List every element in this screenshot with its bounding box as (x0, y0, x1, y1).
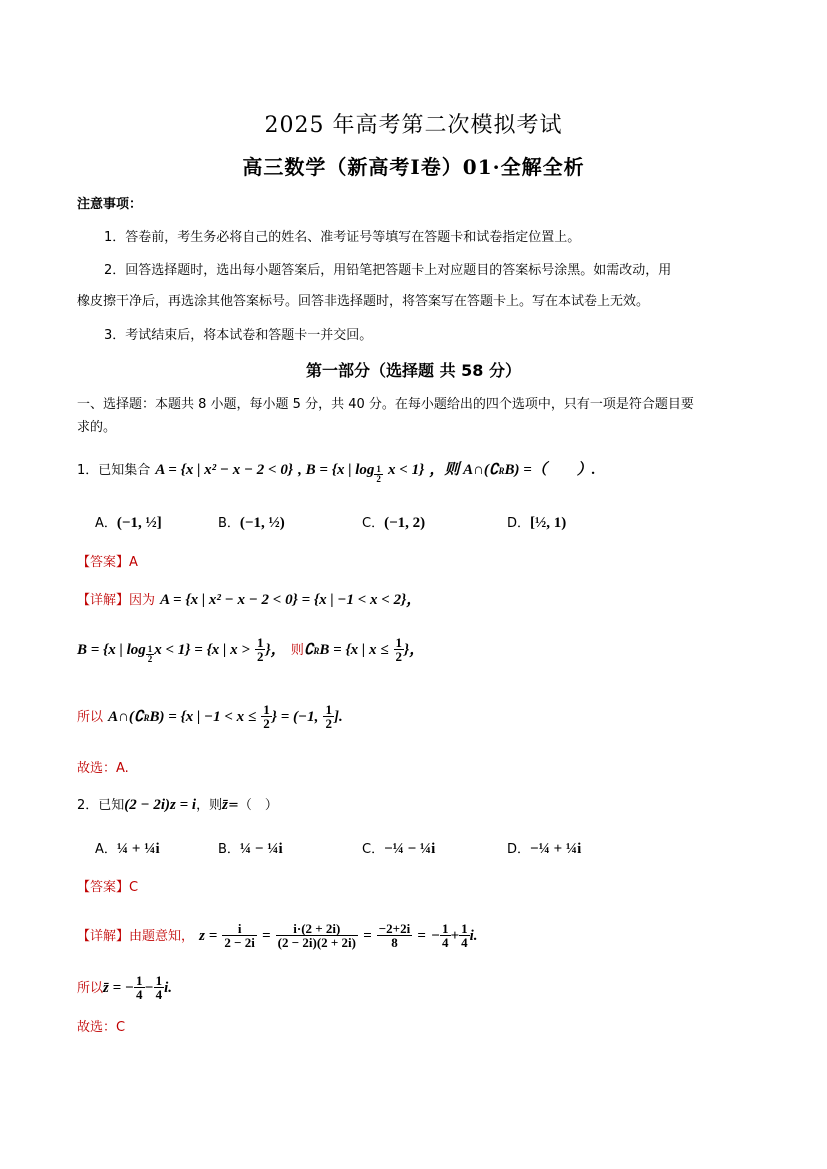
q2-detail-line2: 所以z̄ = − $\frac{1}{4}$ − $\frac{1}{4}$ i. (77, 973, 173, 1002)
section-intro-line1: 一、选择题：本题共 8 小题，每小题 5 分，共 40 分。在每小题给出的四个选项中，只有一项是符合题目要 (77, 397, 694, 412)
q1-ask2: B) =（ ）. (504, 462, 596, 478)
q2-stem: 2．已知(2 − 2i)z = i，则z̄=（ ） (77, 797, 278, 813)
q1-log-base: $\frac{1}{2}$ (376, 464, 381, 484)
q2-detail-line1: 【详解】由题意知， z = $\frac{i}{2 - 2i}$ = $\frac{i\cdot(2 + 2i)}{(2 - 2i)(2 + 2i)}$ = $\frac{-2+2i}{8}$ = − $\frac{1}{4}$ + $\frac{1}{4}$ i. (77, 921, 478, 950)
q1-choose: 故选：A. (77, 761, 129, 776)
q2-answer: 【答案】C (77, 880, 139, 895)
q1-set-b: , B = {x | log (298, 462, 375, 478)
q1-option-b[interactable]: B．(−1, ½) (218, 515, 285, 531)
q1-ask: ，则 A∩(∁ (429, 462, 499, 478)
exam-title: 2025 年高考第二次模拟考试 (264, 113, 563, 138)
q1-detail-line2: B = {x | log $\frac{1}{2}$ x < 1} = {x | x > $\frac{1}{2}$ }， 则∁RB = {x | x ≤ $\frac{1}{2}$ }， (77, 635, 425, 664)
q1-stem (77, 458, 596, 484)
exam-subtitle: 高三数学（新高考Ⅰ卷）01·全解全析 (242, 155, 585, 179)
note-item-2-line1: 2．回答选择题时，选出每小题答案后，用铅笔把答题卡上对应题目的答案标号涂黑。如需改动，用 (104, 263, 672, 278)
q1-option-c[interactable]: C．(−1, 2) (362, 515, 426, 531)
notes-heading: 注意事项： (77, 197, 143, 212)
section-intro-line2: 求的。 (77, 420, 117, 435)
note-item-1: 1．答卷前，考生务必将自己的姓名、准考证号等填写在答题卡和试卷指定位置上。 (104, 230, 581, 245)
q1-prefix: 1．已知集合 (77, 463, 151, 478)
q1-set-a: A = {x | x² − x − 2 < 0} (155, 462, 294, 478)
q1-option-a[interactable]: A．(−1, ½] (95, 515, 162, 531)
q2-option-d[interactable]: D．−¼ + ¼i (507, 841, 582, 857)
q2-option-a[interactable]: A．¼ + ¼i (95, 841, 160, 857)
q1-detail-line3: 所以 A∩(∁RB) = {x | −1 < x ≤ $\frac{1}{2}$ } = (−1, $\frac{1}{2}$ ]. (77, 702, 343, 731)
q2-option-c[interactable]: C．−¼ − ¼i (362, 841, 436, 857)
note-item-3: 3．考试结束后，将本试卷和答题卡一并交回。 (104, 328, 373, 343)
q1-option-d[interactable]: D．[½, 1) (507, 515, 567, 531)
note-item-2-line2: 橡皮擦干净后，再选涂其他答案标号。回答非选择题时，将答案写在答题卡上。写在本试卷上无效。 (77, 294, 650, 309)
section-title: 第一部分（选择题 共 58 分） (306, 361, 521, 380)
q1-answer: 【答案】A (77, 555, 138, 570)
q2-option-b[interactable]: B．¼ − ¼i (218, 841, 283, 857)
q2-choose: 故选：C (77, 1020, 126, 1035)
q1-detail-line1: 【详解】因为 A = {x | x² − x − 2 < 0} = {x | −1 < x < 2}， (77, 592, 422, 608)
q1-subscript-r: R (498, 466, 505, 476)
q1-set-b-end: x < 1} (388, 462, 425, 478)
